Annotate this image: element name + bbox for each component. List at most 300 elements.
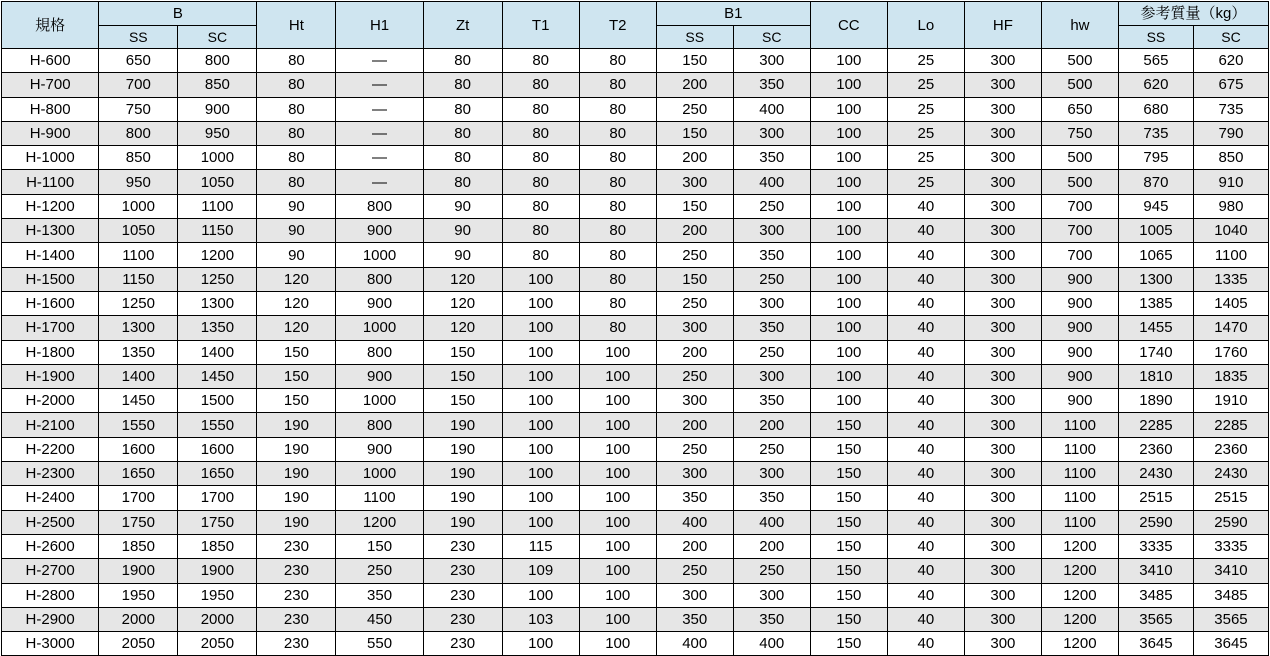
table-cell: 80 (579, 170, 656, 194)
table-cell: 200 (656, 534, 733, 558)
table-cell: 230 (423, 632, 502, 656)
table-cell: 40 (887, 243, 964, 267)
table-cell: 300 (964, 486, 1041, 510)
table-row (2, 291, 1269, 315)
header-zt: Zt (423, 2, 502, 49)
table-cell: 200 (656, 413, 733, 437)
table-cell: 3645 (1118, 632, 1193, 656)
table-cell: 80 (579, 146, 656, 170)
cell-spec-name: H-3000 (2, 632, 99, 656)
table-cell: 1250 (178, 267, 257, 291)
table-cell: 100 (810, 219, 887, 243)
table-cell: 680 (1118, 97, 1193, 121)
table-row (2, 73, 1269, 97)
table-cell: 3485 (1193, 583, 1268, 607)
table-cell: 300 (733, 219, 810, 243)
table-cell: 1150 (178, 219, 257, 243)
table-cell: 25 (887, 49, 964, 73)
table-cell: 300 (964, 49, 1041, 73)
table-cell: 1700 (99, 486, 178, 510)
table-cell: 80 (423, 73, 502, 97)
table-cell: 150 (810, 462, 887, 486)
table-cell: 230 (423, 607, 502, 631)
table-cell: 1740 (1118, 340, 1193, 364)
table-body (2, 49, 1269, 656)
cell-spec-name: H-2600 (2, 534, 99, 558)
table-cell: 300 (964, 243, 1041, 267)
header-group-row (2, 2, 1269, 26)
table-cell: 300 (964, 170, 1041, 194)
table-cell: 300 (964, 534, 1041, 558)
table-cell: 25 (887, 170, 964, 194)
table-cell: 350 (733, 146, 810, 170)
table-cell: 1335 (1193, 267, 1268, 291)
table-cell: 1750 (99, 510, 178, 534)
table-cell: 800 (336, 194, 423, 218)
table-cell: 300 (733, 583, 810, 607)
table-cell: 150 (810, 534, 887, 558)
table-cell: 300 (964, 510, 1041, 534)
cell-spec-name: H-700 (2, 73, 99, 97)
table-cell: 100 (810, 170, 887, 194)
table-cell: 250 (656, 364, 733, 388)
header-group-b: B (99, 2, 257, 26)
table-cell: 750 (1041, 121, 1118, 145)
table-cell: 800 (99, 121, 178, 145)
table-cell: 350 (733, 486, 810, 510)
table-cell: 1000 (336, 243, 423, 267)
table-cell: 750 (99, 97, 178, 121)
table-cell: 700 (1041, 243, 1118, 267)
table-cell: 100 (502, 632, 579, 656)
table-cell: 900 (178, 97, 257, 121)
table-cell: 109 (502, 559, 579, 583)
header-ht: Ht (257, 2, 336, 49)
table-cell: 900 (336, 437, 423, 461)
table-cell: 150 (423, 340, 502, 364)
table-cell: 80 (502, 219, 579, 243)
table-cell: 1200 (1041, 559, 1118, 583)
table-cell: 80 (423, 97, 502, 121)
table-cell: 115 (502, 534, 579, 558)
table-cell: 250 (733, 559, 810, 583)
table-cell: 100 (502, 413, 579, 437)
table-cell: 40 (887, 607, 964, 631)
table-cell: 1300 (1118, 267, 1193, 291)
cell-spec-name: H-1300 (2, 219, 99, 243)
table-row (2, 340, 1269, 364)
table-cell: 1100 (178, 194, 257, 218)
table-cell: 200 (656, 219, 733, 243)
table-cell: — (336, 170, 423, 194)
table-cell: 80 (257, 73, 336, 97)
table-cell: 1700 (178, 486, 257, 510)
header-hf: HF (964, 2, 1041, 49)
table-cell: 40 (887, 219, 964, 243)
cell-spec-name: H-1400 (2, 243, 99, 267)
table-cell: 1050 (99, 219, 178, 243)
table-row (2, 510, 1269, 534)
table-cell: 1950 (99, 583, 178, 607)
table-cell: 100 (502, 486, 579, 510)
table-row (2, 632, 1269, 656)
table-cell: 150 (336, 534, 423, 558)
header-spec: 規格 (2, 2, 99, 49)
table-cell: 100 (810, 316, 887, 340)
table-cell: 550 (336, 632, 423, 656)
table-cell: 800 (336, 267, 423, 291)
table-cell: 300 (964, 219, 1041, 243)
table-cell: 300 (964, 291, 1041, 315)
table-cell: 300 (964, 121, 1041, 145)
table-cell: 100 (810, 291, 887, 315)
table-row (2, 583, 1269, 607)
cell-spec-name: H-2900 (2, 607, 99, 631)
table-cell: 1600 (178, 437, 257, 461)
table-cell: 80 (579, 194, 656, 218)
table-cell: 100 (810, 146, 887, 170)
table-cell: 900 (336, 291, 423, 315)
table-cell: 1455 (1118, 316, 1193, 340)
table-cell: 250 (656, 243, 733, 267)
table-row (2, 170, 1269, 194)
table-cell: 1005 (1118, 219, 1193, 243)
table-cell: 500 (1041, 73, 1118, 97)
table-cell: 230 (423, 583, 502, 607)
table-cell: — (336, 97, 423, 121)
table-cell: 80 (502, 170, 579, 194)
header-t1: T1 (502, 2, 579, 49)
table-cell: 190 (257, 486, 336, 510)
table-cell: 350 (656, 486, 733, 510)
table-cell: 40 (887, 437, 964, 461)
table-cell: 350 (733, 389, 810, 413)
table-cell: 980 (1193, 194, 1268, 218)
table-cell: 1400 (99, 364, 178, 388)
header-group-b1: B1 (656, 2, 810, 26)
table-cell: 650 (1041, 97, 1118, 121)
table-cell: 300 (964, 413, 1041, 437)
table-cell: — (336, 73, 423, 97)
table-cell: 400 (733, 632, 810, 656)
table-cell: 790 (1193, 121, 1268, 145)
table-cell: 100 (810, 194, 887, 218)
table-cell: 25 (887, 121, 964, 145)
table-cell: 1385 (1118, 291, 1193, 315)
table-cell: 1900 (178, 559, 257, 583)
table-cell: 90 (423, 243, 502, 267)
table-cell: 40 (887, 632, 964, 656)
table-cell: 80 (257, 146, 336, 170)
table-cell: 100 (579, 389, 656, 413)
table-cell: 350 (336, 583, 423, 607)
table-cell: 300 (964, 559, 1041, 583)
table-cell: 850 (178, 73, 257, 97)
table-cell: 250 (656, 97, 733, 121)
table-cell: 1650 (178, 462, 257, 486)
table-cell: 1890 (1118, 389, 1193, 413)
table-cell: 2285 (1118, 413, 1193, 437)
table-cell: 80 (423, 170, 502, 194)
table-cell: 1400 (178, 340, 257, 364)
table-cell: 40 (887, 534, 964, 558)
table-cell: 300 (733, 462, 810, 486)
table-cell: 190 (423, 510, 502, 534)
table-cell: 1100 (1041, 510, 1118, 534)
table-cell: 120 (257, 316, 336, 340)
table-cell: 150 (257, 340, 336, 364)
table-cell: 800 (336, 413, 423, 437)
table-cell: 190 (423, 486, 502, 510)
table-row (2, 121, 1269, 145)
table-cell: 1200 (178, 243, 257, 267)
table-cell: 80 (579, 243, 656, 267)
table-cell: 400 (733, 97, 810, 121)
table-cell: 1100 (1041, 437, 1118, 461)
table-cell: 1600 (99, 437, 178, 461)
table-cell: 700 (1041, 194, 1118, 218)
table-cell: 900 (336, 364, 423, 388)
table-cell: 300 (964, 73, 1041, 97)
table-cell: 100 (810, 267, 887, 291)
table-cell: 300 (964, 462, 1041, 486)
table-cell: 300 (733, 121, 810, 145)
table-cell: 40 (887, 291, 964, 315)
header-mass-ss: SS (1118, 25, 1193, 49)
table-cell: 300 (964, 146, 1041, 170)
table-cell: 100 (502, 291, 579, 315)
cell-spec-name: H-2400 (2, 486, 99, 510)
table-cell: 300 (964, 340, 1041, 364)
table-cell: 1200 (336, 510, 423, 534)
table-cell: 150 (656, 194, 733, 218)
table-cell: 1300 (99, 316, 178, 340)
table-cell: 2050 (99, 632, 178, 656)
table-cell: 90 (257, 219, 336, 243)
table-cell: 300 (733, 49, 810, 73)
table-cell: 250 (336, 559, 423, 583)
table-cell: — (336, 49, 423, 73)
table-cell: 150 (257, 389, 336, 413)
cell-spec-name: H-2800 (2, 583, 99, 607)
table-cell: 120 (423, 316, 502, 340)
table-cell: — (336, 121, 423, 145)
table-row (2, 316, 1269, 340)
table-cell: 100 (579, 510, 656, 534)
table-cell: 200 (656, 146, 733, 170)
table-cell: 1850 (99, 534, 178, 558)
table-cell: 100 (502, 583, 579, 607)
table-cell: 620 (1193, 49, 1268, 73)
table-cell: 300 (964, 267, 1041, 291)
table-cell: 100 (502, 267, 579, 291)
table-cell: 300 (733, 364, 810, 388)
cell-spec-name: H-1500 (2, 267, 99, 291)
table-cell: 500 (1041, 170, 1118, 194)
table-cell: 2000 (178, 607, 257, 631)
table-row (2, 486, 1269, 510)
table-cell: 1040 (1193, 219, 1268, 243)
table-row (2, 559, 1269, 583)
table-row (2, 267, 1269, 291)
table-cell: 1150 (99, 267, 178, 291)
table-cell: 300 (964, 389, 1041, 413)
table-cell: 450 (336, 607, 423, 631)
table-cell: 3335 (1118, 534, 1193, 558)
table-row (2, 243, 1269, 267)
table-cell: 100 (579, 364, 656, 388)
table-cell: 2360 (1193, 437, 1268, 461)
table-cell: 3485 (1118, 583, 1193, 607)
cell-spec-name: H-2000 (2, 389, 99, 413)
table-cell: 100 (579, 559, 656, 583)
table-cell: 120 (423, 267, 502, 291)
cell-spec-name: H-1900 (2, 364, 99, 388)
table-cell: 230 (257, 632, 336, 656)
table-cell: 1000 (99, 194, 178, 218)
header-group-mass: 参考質量（kg） (1118, 2, 1268, 26)
table-cell: 2515 (1193, 486, 1268, 510)
table-cell: 80 (502, 243, 579, 267)
header-mass-sc: SC (1193, 25, 1268, 49)
table-cell: 735 (1118, 121, 1193, 145)
table-cell: 230 (257, 607, 336, 631)
table-row (2, 146, 1269, 170)
table-cell: 200 (733, 413, 810, 437)
table-cell: 795 (1118, 146, 1193, 170)
table-cell: 40 (887, 267, 964, 291)
table-cell: 100 (579, 486, 656, 510)
table-cell: 80 (579, 219, 656, 243)
table-cell: 100 (502, 364, 579, 388)
table-cell: 1850 (178, 534, 257, 558)
table-cell: 1200 (1041, 583, 1118, 607)
table-cell: 80 (257, 121, 336, 145)
table-cell: 1470 (1193, 316, 1268, 340)
table-cell: 735 (1193, 97, 1268, 121)
table-cell: 2050 (178, 632, 257, 656)
table-cell: 1000 (336, 462, 423, 486)
cell-spec-name: H-1000 (2, 146, 99, 170)
table-cell: 200 (733, 534, 810, 558)
table-cell: 103 (502, 607, 579, 631)
table-row (2, 437, 1269, 461)
table-cell: 100 (579, 583, 656, 607)
table-cell: 80 (502, 49, 579, 73)
table-cell: 150 (257, 364, 336, 388)
table-cell: 850 (1193, 146, 1268, 170)
table-cell: 25 (887, 97, 964, 121)
table-cell: 100 (502, 510, 579, 534)
table-row (2, 607, 1269, 631)
table-cell: 1900 (99, 559, 178, 583)
table-cell: 300 (656, 389, 733, 413)
table-cell: 100 (579, 607, 656, 631)
table-cell: 2590 (1118, 510, 1193, 534)
table-cell: 1405 (1193, 291, 1268, 315)
table-cell: 2000 (99, 607, 178, 631)
table-cell: 40 (887, 462, 964, 486)
table-cell: 1100 (1041, 486, 1118, 510)
table-cell: 300 (964, 97, 1041, 121)
table-cell: 40 (887, 583, 964, 607)
table-cell: 100 (810, 243, 887, 267)
table-cell: 2285 (1193, 413, 1268, 437)
table-row (2, 219, 1269, 243)
table-cell: 1550 (99, 413, 178, 437)
header-cc: CC (810, 2, 887, 49)
table-cell: 40 (887, 194, 964, 218)
table-cell: 150 (810, 413, 887, 437)
table-cell: 120 (257, 291, 336, 315)
table-cell: 150 (656, 121, 733, 145)
table-cell: 150 (810, 437, 887, 461)
table-cell: 40 (887, 389, 964, 413)
table-cell: 1500 (178, 389, 257, 413)
header-b1-sc: SC (733, 25, 810, 49)
cell-spec-name: H-1600 (2, 291, 99, 315)
table-cell: 40 (887, 486, 964, 510)
table-cell: 400 (656, 510, 733, 534)
table-cell: 80 (423, 49, 502, 73)
table-cell: 500 (1041, 49, 1118, 73)
table-cell: 190 (257, 413, 336, 437)
table-cell: 900 (336, 219, 423, 243)
header-lo: Lo (887, 2, 964, 49)
table-cell: 700 (1041, 219, 1118, 243)
table-cell: 250 (733, 437, 810, 461)
table-cell: 80 (579, 291, 656, 315)
table-cell: 900 (1041, 389, 1118, 413)
table-cell: 80 (423, 121, 502, 145)
table-cell: 150 (810, 486, 887, 510)
table-cell: — (336, 146, 423, 170)
table-cell: 100 (502, 340, 579, 364)
table-cell: 250 (733, 340, 810, 364)
table-cell: 80 (579, 49, 656, 73)
table-row (2, 49, 1269, 73)
table-cell: 1950 (178, 583, 257, 607)
table-cell: 40 (887, 559, 964, 583)
cell-spec-name: H-900 (2, 121, 99, 145)
table-cell: 25 (887, 146, 964, 170)
table-cell: 40 (887, 316, 964, 340)
table-cell: 300 (656, 170, 733, 194)
table-cell: 1100 (336, 486, 423, 510)
table-row (2, 194, 1269, 218)
table-cell: 300 (964, 437, 1041, 461)
table-cell: 100 (502, 389, 579, 413)
table-cell: 300 (964, 194, 1041, 218)
table-cell: 25 (887, 73, 964, 97)
table-cell: 945 (1118, 194, 1193, 218)
table-cell: 1350 (178, 316, 257, 340)
table-cell: 80 (423, 146, 502, 170)
header-hw: hw (1041, 2, 1118, 49)
table-cell: 300 (964, 632, 1041, 656)
table-cell: 150 (810, 583, 887, 607)
table-cell: 100 (810, 97, 887, 121)
table-cell: 2515 (1118, 486, 1193, 510)
table-cell: 300 (964, 607, 1041, 631)
table-row (2, 389, 1269, 413)
cell-spec-name: H-2200 (2, 437, 99, 461)
table-cell: 300 (964, 583, 1041, 607)
table-cell: 80 (257, 97, 336, 121)
table-cell: 2590 (1193, 510, 1268, 534)
specification-table (1, 1, 1269, 656)
table-cell: 40 (887, 340, 964, 364)
